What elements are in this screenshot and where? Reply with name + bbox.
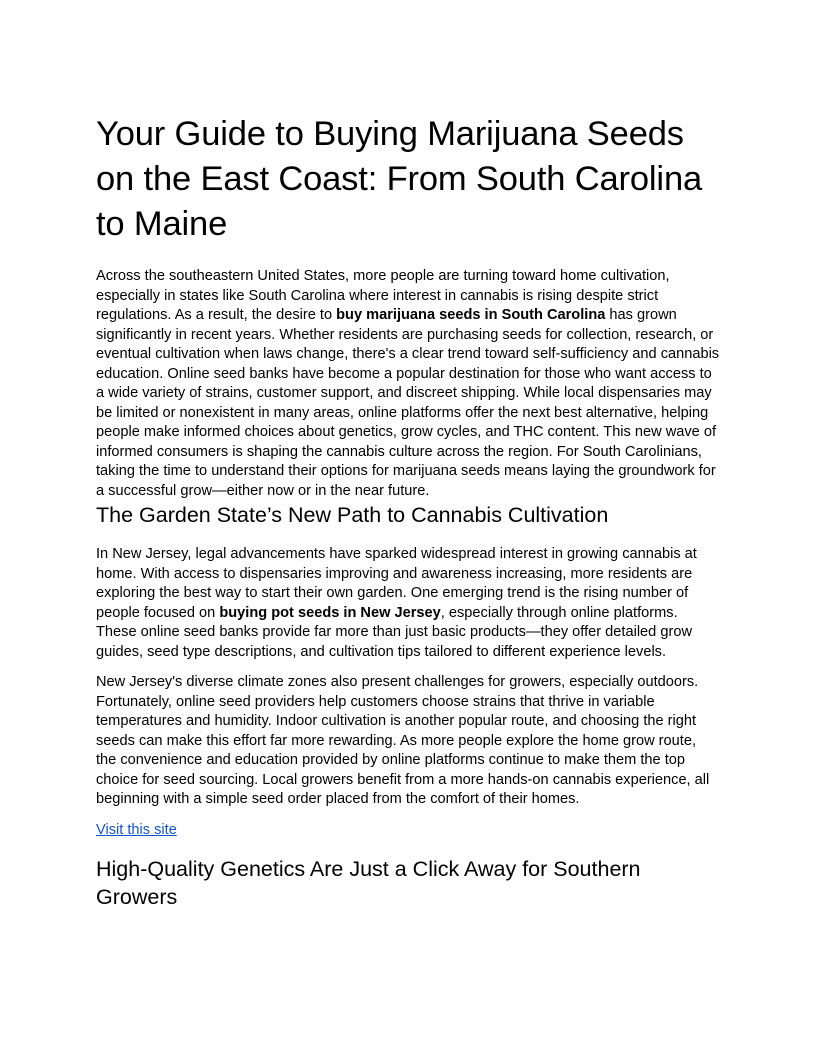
intro-text-start: Across the southeastern United States, more people are turning toward home cultivation, especially in states like South Carolina where interest in cannabis is rising despite strict regulations. As a result, the desire to (96, 268, 670, 323)
document-title: Your Guide to Buying Marijuana Seeds on the East Coast: From South Carolina to Maine (96, 115, 703, 243)
nj-bold-phrase: buying pot seeds in New Jersey (219, 604, 441, 621)
new-jersey-paragraph-1 (96, 545, 720, 662)
intro-text-end: has grown significantly in recent years. Whether residents are purchasing seeds for collection, research, or eventual cultivation when laws change, there's a clear trend toward self-sufficiency and cannabis education. Online seed banks have become a popular destination for those who want access to a wide variety of strains, customer support, and discreet shipping. While local dispensaries may be limited or nonexistent in many areas, online platforms offer the next best alternative, helping people make informed choices about genetics, grow cycles, and THC content. This new wave of informed consumers is shaping the cannabis culture across the region. For South Carolinians, taking the time to understand their options for marijuana seeds means laying the groundwork for a successful grow—either now or in the near future. (96, 307, 720, 499)
nj-text-start: In New Jersey, legal advancements have sparked widespread interest in growing cannabis at home. With access to dispensaries improving and awareness increasing, more residents are exploring the best way to start their own garden. One emerging trend is the rising number of people focused on (96, 546, 697, 621)
section-heading-new-jersey: The Garden State’s New Path to Cannabis Cultivation (96, 503, 609, 527)
intro-paragraph (96, 267, 720, 501)
visit-site-link[interactable]: Visit this site (96, 821, 177, 838)
section-heading-southern-growers: High-Quality Genetics Are Just a Click Away for Southern Growers (96, 856, 641, 909)
nj-text-end: , especially through online platforms. These online seed banks provide far more than just basic products—they offer detailed grow guides, seed type descriptions, and cultivation tips tailored to different experience levels. (96, 604, 692, 660)
link-paragraph (96, 821, 720, 841)
new-jersey-paragraph-2: New Jersey's diverse climate zones also present challenges for growers, especially outdoors. Fortunately, online seed providers help customers choose strains that thrive in variable temperatures and humidity. Indoor cultivation is another popular route, and choosing the right seeds can make this effort far more rewarding. As more people explore the home grow route, the convenience and education provided by online platforms continue to make them the top choice for seed sourcing. Local growers benefit from a more hands-on cannabis experience, all beginning with a simple seed order placed from the comfort of their homes. (96, 674, 710, 807)
intro-bold-phrase: buy marijuana seeds in South Carolina (336, 307, 606, 323)
